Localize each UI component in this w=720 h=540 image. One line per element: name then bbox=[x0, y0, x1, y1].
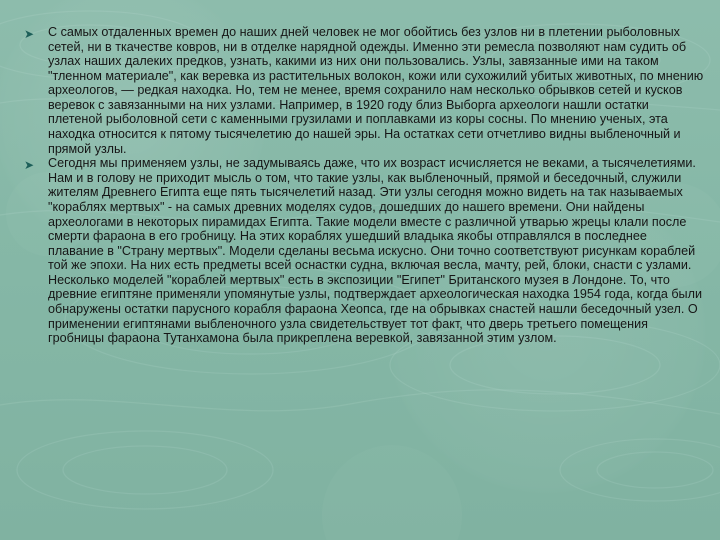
arrow-bullet-icon: ➤ bbox=[24, 158, 35, 173]
paragraph-text: С самых отдаленных времен до наших дней человек не мог обойтись без узлов ни в плетении рыболовных сетей, ни в ткачестве ковров, ни в отделке нарядной одежды. Именно эти ремесла позволяют нам судить об узлах наших далеких предков, узнать, какими из них они пользовались. Узлы, завязанные ими на таком "тленном материале", как веревка из растительных волокон, кожи или сухожилий убитых животных, по мнению археологов, — редкая находка. Но, тем не менее, время сохранило нам несколько обрывков сетей и кусков веревок с завязанными на них узлами. Например, в 1920 году близ Выборга археологи нашли остатки плетеной рыболовной сети с каменными грузилами и поплавками из коры сосны. По мнению ученых, эта находка относится к пятому тысячелетию до нашей эры. На остатках сети отчетливо видны выбленочный и прямой узлы. bbox=[48, 25, 704, 156]
bullet-paragraph bbox=[24, 156, 706, 346]
paragraph-text: Сегодня мы применяем узлы, не задумываясь даже, что их возраст исчисляется не веками, а тысячелетиями. Нам и в голову не приходит мысль о том, что такие узлы, как выбленочный, прямой и беседочный, служили жителям Древнего Египта еще пять тысячелетий назад. Эти узлы сегодня можно видеть на так называемых "кораблях мертвых" - на самых древних моделях судов, дошедших до нашего времени. Они найдены археологами в некоторых пирамидах Египта. Такие модели вместе с различной утварью жрецы клали после смерти фараона в его гробницу. На этих кораблях ушедший владыка якобы отправлялся в последнее плавание в "Страну мертвых". Модели сделаны весьма искусно. Они точно соответствуют рисункам кораблей той же эпохи. На них есть предметы всей оснастки судна, включая весла, мачту, рей, блоки, снасти с узлами. Несколько моделей "кораблей мертвых" есть в экспозиции "Египет" Британского музея в Лондоне. То, что древние египтяне применяли упомянутые узлы, подтверждает археологическая находка 1954 года, когда были обнаружены остатки парусного корабля фараона Хеопса, где на обрывках снастей нашли беседочный узел. О применении египтянами выбленочного узла свидетельствует тот факт, что дверь третьего помещения гробницы фараона Тутанхамона была прикреплена веревкой, завязанной этим узлом. bbox=[48, 156, 702, 346]
bullet-paragraph bbox=[24, 25, 706, 156]
arrow-bullet-icon: ➤ bbox=[24, 27, 35, 41]
slide-content bbox=[24, 25, 706, 465]
